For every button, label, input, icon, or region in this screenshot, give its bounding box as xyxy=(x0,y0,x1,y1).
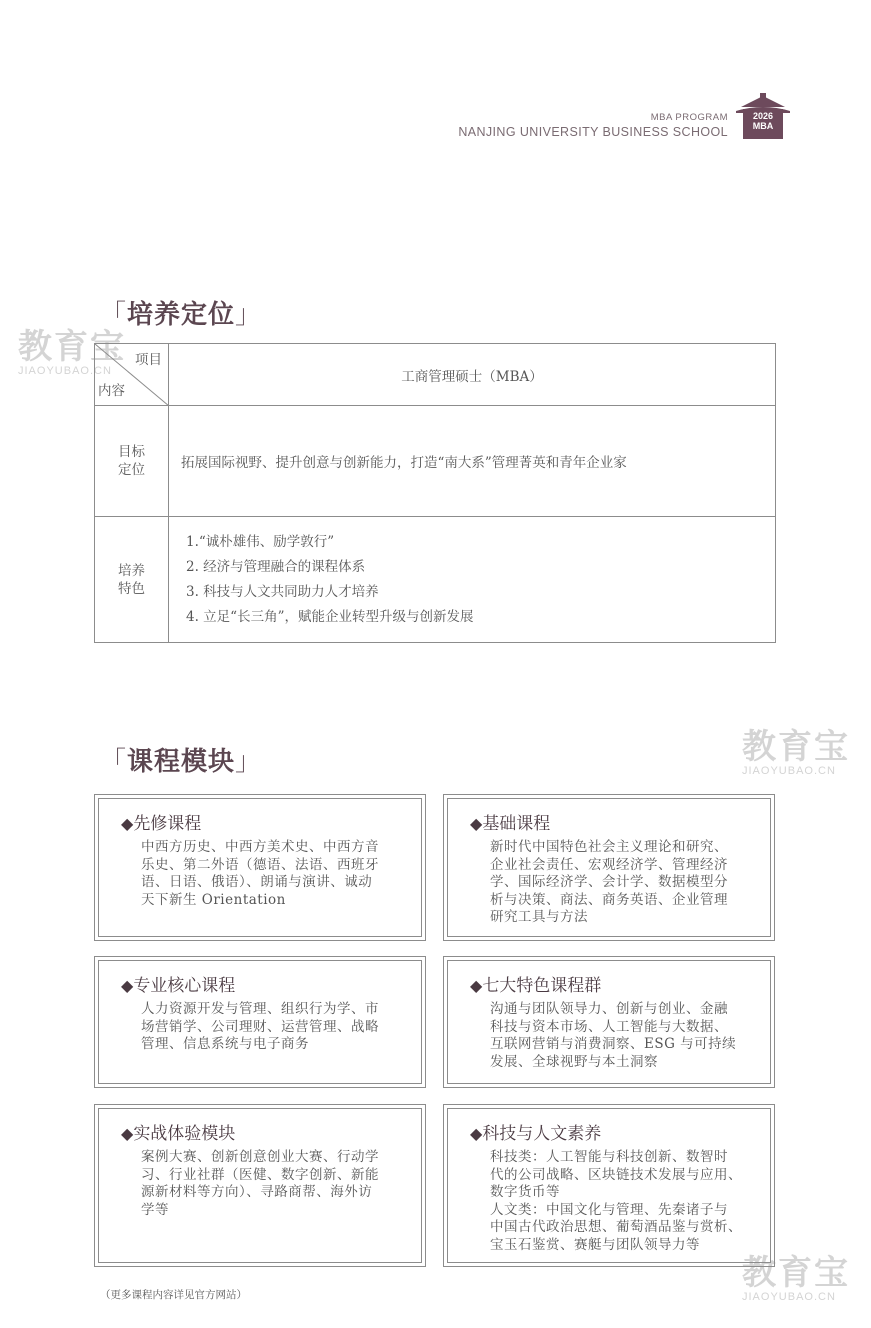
bracket-open: 「 xyxy=(100,300,128,330)
course-module-inner xyxy=(98,960,422,1084)
watermark-brand: 教育宝 xyxy=(742,1254,850,1292)
module-title xyxy=(121,975,421,997)
module-title-text: 基础课程 xyxy=(482,814,551,834)
module-line: 新时代中国特色社会主义理论和研究、 xyxy=(490,839,728,855)
diamond-bullet-icon: ◆ xyxy=(121,814,134,833)
bracket-close: 」 xyxy=(235,300,263,330)
module-line: 中国古代政治思想、葡萄酒品鉴与赏析、 xyxy=(490,1219,742,1235)
list-item: 3. 科技与人文共同助力人才培养 xyxy=(186,583,379,600)
module-line: 沟通与团队领导力、创新与创业、金融 xyxy=(490,1001,728,1017)
module-line: 互联网营销与消费洞察、ESG 与可持续 xyxy=(490,1036,737,1052)
row-label-line: 目标 xyxy=(118,444,145,460)
module-line: 管理、信息系统与电子商务 xyxy=(141,1036,309,1052)
module-line: 发展、全球视野与本土洞察 xyxy=(490,1053,658,1070)
module-line: 宝玉石鉴赏、赛艇与团队领导力等 xyxy=(490,1236,700,1253)
diamond-bullet-icon: ◆ xyxy=(121,1124,134,1143)
column-header: 工商管理硕士（MBA） xyxy=(169,344,776,406)
module-body xyxy=(470,839,760,927)
course-module-card xyxy=(94,1104,426,1267)
badge-label: MBA xyxy=(752,121,774,131)
course-module-card xyxy=(94,956,426,1088)
bracket-open: 「 xyxy=(100,747,128,777)
list-item: 2. 经济与管理融合的课程体系 xyxy=(186,558,366,575)
section-title-text: 培养定位 xyxy=(127,300,236,330)
module-title-text: 实战体验模块 xyxy=(133,1124,236,1144)
section-title-text: 课程模块 xyxy=(127,747,236,777)
section-title-positioning xyxy=(100,294,262,331)
corner-bottom-label: 内容 xyxy=(98,383,125,399)
row-label-line: 定位 xyxy=(118,462,145,478)
module-line: 人力资源开发与管理、组织行为学、市 xyxy=(141,1001,379,1017)
module-body xyxy=(121,1001,411,1054)
module-line: 习、行业社群（医健、数字创新、新能 xyxy=(141,1166,379,1183)
brand-header xyxy=(458,112,728,140)
bracket-close: 」 xyxy=(235,747,263,777)
row-label-line: 培养 xyxy=(118,562,145,579)
module-line: 科技与资本市场、人工智能与大数据、 xyxy=(490,1018,728,1035)
module-line: 案例大赛、创新创意创业大赛、行动学 xyxy=(141,1149,379,1165)
module-title xyxy=(470,813,770,835)
footnote: （更多课程内容详见官方网站） xyxy=(100,1289,247,1301)
module-body xyxy=(470,1001,760,1071)
row-label xyxy=(95,406,169,517)
watermark-domain: JIAOYUBAO.CN xyxy=(742,1291,836,1303)
module-line: 天下新生 Orientation xyxy=(141,891,286,908)
list-item: 1.“诚朴雄伟、励学敦行” xyxy=(186,533,335,550)
module-line: 科技类：人工智能与科技创新、数智时 xyxy=(490,1149,728,1165)
watermark-brand: 教育宝 xyxy=(18,328,126,366)
module-line: 数字货币等 xyxy=(490,1184,560,1200)
module-body xyxy=(121,839,411,909)
course-module-inner xyxy=(447,798,771,937)
badge-year: 2026 xyxy=(752,111,774,121)
diamond-bullet-icon: ◆ xyxy=(470,976,483,995)
course-module-inner xyxy=(98,798,422,937)
school-name: NANJING UNIVERSITY BUSINESS SCHOOL xyxy=(458,125,728,139)
course-module-inner xyxy=(447,1108,771,1263)
program-label: MBA PROGRAM xyxy=(650,112,728,123)
module-title-text: 七大特色课程群 xyxy=(482,976,602,996)
corner-top-label: 项目 xyxy=(135,352,162,368)
diamond-bullet-icon: ◆ xyxy=(470,1124,483,1143)
table-row xyxy=(95,517,776,643)
module-body xyxy=(121,1149,411,1219)
module-title xyxy=(470,1123,770,1145)
diamond-bullet-icon: ◆ xyxy=(470,814,483,833)
module-title xyxy=(121,1123,421,1145)
module-line: 源新材料等方向）、寻路商帮、海外访 xyxy=(141,1184,373,1200)
section-title-modules xyxy=(100,741,262,778)
course-module-inner xyxy=(98,1108,422,1263)
course-module-card xyxy=(443,956,775,1088)
course-module-card xyxy=(443,1104,775,1267)
course-module-inner xyxy=(447,960,771,1084)
module-line: 中西方历史、中西方美术史、中西方音 xyxy=(141,839,379,855)
row-label xyxy=(95,517,169,643)
module-title xyxy=(470,975,770,997)
module-line: 企业社会责任、宏观经济学、管理经济 xyxy=(490,856,728,873)
module-line: 析与决策、商法、商务英语、企业管理 xyxy=(490,891,728,908)
diamond-bullet-icon: ◆ xyxy=(121,976,134,995)
module-title xyxy=(121,813,421,835)
module-body xyxy=(470,1149,760,1254)
module-line: 学等 xyxy=(141,1201,169,1218)
watermark-domain: JIAOYUBAO.CN xyxy=(18,365,112,377)
course-module-card xyxy=(94,794,426,941)
watermark-domain: JIAOYUBAO.CN xyxy=(742,765,836,777)
list-item: 4. 立足“长三角”，赋能企业转型升级与创新发展 xyxy=(186,608,474,625)
course-module-card xyxy=(443,794,775,941)
watermark-brand: 教育宝 xyxy=(742,728,850,766)
module-title-text: 先修课程 xyxy=(133,814,202,834)
corner-cell xyxy=(95,344,169,406)
table-row xyxy=(95,406,776,517)
module-line: 乐史、第二外语（德语、法语、西班牙 xyxy=(141,856,379,873)
module-title-text: 科技与人文素养 xyxy=(482,1124,602,1144)
module-line: 语、日语、俄语）、朗诵与演讲、诚动 xyxy=(141,874,373,890)
module-line: 代的公司战略、区块链技术发展与应用、 xyxy=(490,1166,742,1183)
module-line: 学、国际经济学、会计学、数据模型分 xyxy=(490,874,728,890)
watermark xyxy=(742,730,850,777)
row-label-line: 特色 xyxy=(118,580,145,597)
badge-text xyxy=(744,111,782,131)
positioning-table xyxy=(94,343,776,643)
table-row xyxy=(95,344,776,406)
module-line: 人文类：中国文化与管理、先秦诸子与 xyxy=(490,1201,728,1218)
module-line: 研究工具与方法 xyxy=(490,909,588,925)
goal-content: 拓展国际视野、提升创意与创新能力，打造“南大系”管理菁英和青年企业家 xyxy=(169,406,776,517)
features-content xyxy=(169,517,776,643)
module-title-text: 专业核心课程 xyxy=(133,976,236,996)
module-line: 场营销学、公司理财、运营管理、战略 xyxy=(141,1018,379,1035)
